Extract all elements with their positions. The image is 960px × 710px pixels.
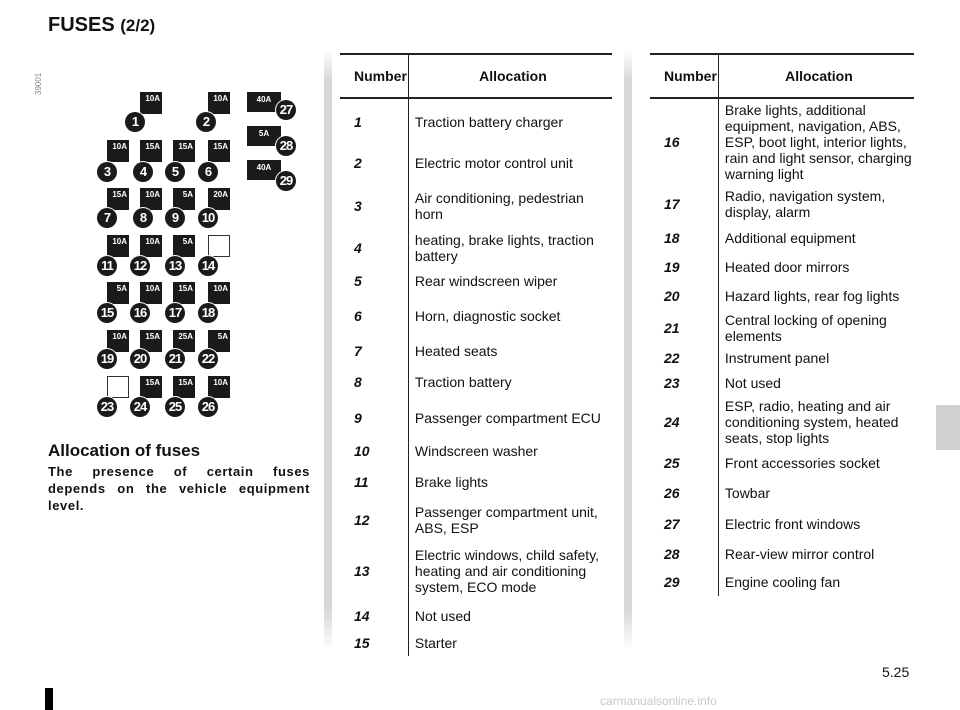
fuse-number-badge: 6 <box>198 162 218 182</box>
fuse-number: 27 <box>664 516 680 532</box>
fuse-number: 20 <box>664 288 680 304</box>
fuse-number-badge: 9 <box>165 208 185 228</box>
fuse-slot: 15A <box>208 140 230 162</box>
fuse-slot: 5A <box>173 188 195 210</box>
fuse-number: 28 <box>664 546 680 562</box>
fuse-allocation: Not used <box>408 602 612 630</box>
fuse-number-badge: 12 <box>130 256 150 276</box>
fuse-number: 14 <box>354 608 370 624</box>
watermark: carmanualsonline.info <box>600 694 717 708</box>
fuse-allocation: Brake lights, additional equipment, navigation, ABS, ESP, boot light, interior lights, rain and light sensor, charging warning light <box>718 98 914 184</box>
fuse-number: 13 <box>354 563 370 579</box>
fuse-allocation: Brake lights <box>408 464 612 500</box>
table-row <box>650 508 914 540</box>
table-row <box>650 448 914 478</box>
fuse-allocation: Electric motor control unit <box>408 144 612 182</box>
fuse-allocation: Electric front windows <box>718 508 914 540</box>
fuse-allocation: Radio, navigation system, display, alarm <box>718 184 914 224</box>
fuse-number-badge: 29 <box>276 171 296 191</box>
fuse-number-badge: 19 <box>97 349 117 369</box>
fuse-slot: 10A <box>140 235 162 257</box>
fuse-slot: 10A <box>140 282 162 304</box>
fuse-number-badge: 4 <box>133 162 153 182</box>
fuse-slot: 10A <box>208 92 230 114</box>
title-text: FUSES <box>48 14 115 36</box>
fuse-number: 24 <box>664 414 680 430</box>
fuse-slot: 25A <box>173 330 195 352</box>
fuse-allocation: Heated door mirrors <box>718 252 914 282</box>
fuse-number: 25 <box>664 455 680 471</box>
fuse-allocation: Windscreen washer <box>408 438 612 464</box>
fuse-number-badge: 24 <box>130 397 150 417</box>
fuse-slot: 10A <box>107 140 129 162</box>
fuse-number-badge: 17 <box>165 303 185 323</box>
fuse-number-badge: 18 <box>198 303 218 323</box>
fuse-allocation: Passenger compartment unit, ABS, ESP <box>408 500 612 540</box>
fuse-number: 12 <box>354 512 370 528</box>
table-row <box>340 230 612 266</box>
fuse-slot: 15A <box>140 376 162 398</box>
fuse-slot: 15A <box>140 330 162 352</box>
fuse-allocation: Hazard lights, rear fog lights <box>718 282 914 310</box>
fuse-allocation: heating, brake lights, traction battery <box>408 230 612 266</box>
fuse-number: 3 <box>354 198 362 214</box>
column-divider <box>324 50 332 650</box>
fuse-slot: 5A <box>173 235 195 257</box>
fuse-number: 23 <box>664 375 680 391</box>
table-row <box>340 182 612 230</box>
fuse-slot: 10A <box>107 330 129 352</box>
fuse-slot: 15A <box>107 188 129 210</box>
fuse-slot: 15A <box>173 140 195 162</box>
fuse-number-badge: 13 <box>165 256 185 276</box>
table-row <box>340 98 612 144</box>
fuse-number-badge: 2 <box>196 112 216 132</box>
fuse-allocation: Traction battery charger <box>408 98 612 144</box>
fuse-allocation: Starter <box>408 630 612 656</box>
table-row <box>650 540 914 568</box>
fuse-allocation: Towbar <box>718 478 914 508</box>
fuse-allocation: Additional equipment <box>718 224 914 252</box>
fuse-allocation: ESP, radio, heating and air conditioning system, heated seats, stop lights <box>718 396 914 448</box>
fuse-number-badge: 21 <box>165 349 185 369</box>
table-row <box>340 540 612 602</box>
fuse-number-badge: 5 <box>165 162 185 182</box>
fuse-number-badge: 28 <box>276 136 296 156</box>
fuse-slot: 40A <box>247 160 281 180</box>
fuse-number-badge: 22 <box>198 349 218 369</box>
fuse-slot: 5A <box>208 330 230 352</box>
title-subtitle: (2/2) <box>120 16 156 35</box>
fuse-number: 8 <box>354 374 362 390</box>
table-row <box>650 310 914 346</box>
fuse-number: 29 <box>664 574 680 590</box>
fuse-allocation: Electric windows, child safety, heating and air conditioning system, ECO mode <box>408 540 612 602</box>
fuse-number: 16 <box>664 133 680 150</box>
image-code: 39001 <box>34 72 43 95</box>
fuse-number: 6 <box>354 308 362 324</box>
fuse-number-badge: 7 <box>97 208 117 228</box>
table-row <box>650 478 914 508</box>
fuse-number: 1 <box>354 113 362 130</box>
fuse-table-right <box>650 53 914 596</box>
page-marker <box>45 688 53 710</box>
fuse-allocation: Heated seats <box>408 336 612 366</box>
table-row <box>650 282 914 310</box>
col-allocation-header: Allocation <box>408 54 612 98</box>
fuse-slot: 15A <box>173 282 195 304</box>
fuse-number-badge: 23 <box>97 397 117 417</box>
table-row <box>650 396 914 448</box>
fuse-allocation: Passenger compartment ECU <box>408 398 612 438</box>
fuse-slot: 10A <box>107 235 129 257</box>
col-number-header: Number <box>650 54 718 98</box>
table-row <box>340 144 612 182</box>
fuse-slot <box>208 235 230 257</box>
fuse-slot: 15A <box>173 376 195 398</box>
fuse-number-badge: 3 <box>97 162 117 182</box>
table-row <box>340 602 612 630</box>
fuse-allocation: Horn, diagnostic socket <box>408 296 612 336</box>
fuse-allocation: Central locking of opening elements <box>718 310 914 346</box>
fuse-number-badge: 20 <box>130 349 150 369</box>
table-row <box>340 398 612 438</box>
table-row <box>340 296 612 336</box>
fuse-number-badge: 11 <box>97 256 117 276</box>
fuse-slot: 10A <box>208 282 230 304</box>
table-row <box>650 224 914 252</box>
fuse-number: 4 <box>354 240 362 256</box>
table-row <box>340 336 612 366</box>
fuse-allocation: Air conditioning, pedestrian horn <box>408 182 612 230</box>
fuse-allocation: Not used <box>718 370 914 396</box>
fuse-slot: 20A <box>208 188 230 210</box>
fuse-slot: 15A <box>140 140 162 162</box>
fuse-allocation: Engine cooling fan <box>718 568 914 596</box>
table-row <box>340 266 612 296</box>
fuse-number-badge: 25 <box>165 397 185 417</box>
fuse-number-badge: 8 <box>133 208 153 228</box>
table-row <box>650 346 914 370</box>
section-tab <box>936 405 960 450</box>
fuse-allocation: Rear windscreen wiper <box>408 266 612 296</box>
fuse-slot: 10A <box>140 92 162 114</box>
page-number: 5.25 <box>882 664 910 680</box>
table-row <box>340 630 612 656</box>
table-row <box>340 464 612 500</box>
fuse-slot: 5A <box>247 126 281 146</box>
table-row <box>650 252 914 282</box>
fuse-number: 26 <box>664 485 680 501</box>
fuse-allocation: Front accessories socket <box>718 448 914 478</box>
fuse-allocation: Instrument panel <box>718 346 914 370</box>
fuse-slot: 10A <box>140 188 162 210</box>
fuse-slot: 40A <box>247 92 281 112</box>
fuse-number: 7 <box>354 343 362 359</box>
fuse-number: 17 <box>664 196 680 212</box>
table-row <box>340 366 612 398</box>
fuse-allocation: Traction battery <box>408 366 612 398</box>
fuse-number: 5 <box>354 273 362 289</box>
allocation-heading: Allocation of fuses <box>48 441 201 460</box>
fuse-number-badge: 26 <box>198 397 218 417</box>
allocation-note: The presence of certain fuses depends on the vehicle equipment level. <box>48 464 310 513</box>
table-row <box>650 370 914 396</box>
fuse-number-badge: 16 <box>130 303 150 323</box>
table-row <box>340 500 612 540</box>
fuse-number: 21 <box>664 320 680 336</box>
col-number-header: Number <box>340 54 408 98</box>
fuse-number-badge: 15 <box>97 303 117 323</box>
page-title <box>48 14 155 37</box>
fuse-number: 22 <box>664 350 680 366</box>
table-row <box>650 98 914 184</box>
fuse-number: 19 <box>664 259 680 275</box>
fuse-slot: 10A <box>208 376 230 398</box>
fuse-number-badge: 27 <box>276 100 296 120</box>
fuse-number: 11 <box>354 474 369 490</box>
table-row <box>340 438 612 464</box>
table-row <box>650 184 914 224</box>
column-divider <box>624 50 632 650</box>
table-row <box>650 568 914 596</box>
col-allocation-header: Allocation <box>718 54 914 98</box>
fuse-number: 10 <box>354 443 370 459</box>
fuse-number-badge: 14 <box>198 256 218 276</box>
fuse-number: 15 <box>354 635 370 651</box>
fuse-table-left <box>340 53 612 656</box>
fuse-number: 9 <box>354 410 362 426</box>
fuse-slot: 5A <box>107 282 129 304</box>
fuse-number: 2 <box>354 155 362 171</box>
fuse-number-badge: 1 <box>125 112 145 132</box>
fuse-allocation: Rear-view mirror control <box>718 540 914 568</box>
fuse-number: 18 <box>664 230 680 246</box>
fuse-number-badge: 10 <box>198 208 218 228</box>
fuse-slot <box>107 376 129 398</box>
